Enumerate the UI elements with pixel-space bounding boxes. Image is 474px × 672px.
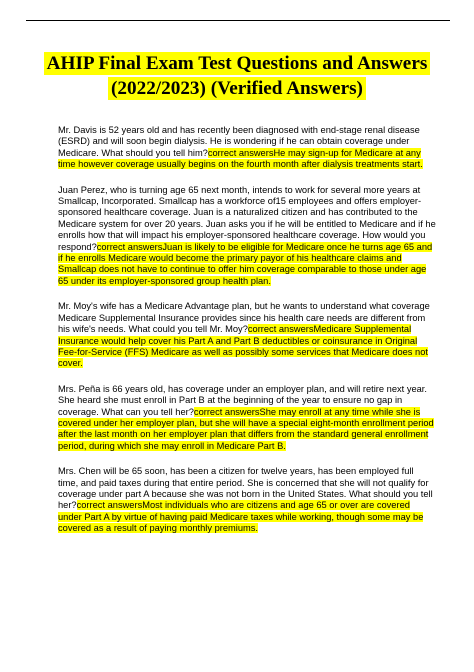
answer-highlight: correct answersMost individuals who are citizens and age 65 or over are covered under Part A by virtue of having paid Medicare taxes while working, though some may be covered as a result of paying monthly premiums. — [58, 500, 424, 534]
question-text: Mrs. Chen will be 65 soon, has been a citizen for twelve years, has been employed full time, and paid taxes during that entire period. She is concerned that she will not qualify for coverage under part A because she was not born in the United States. What should you tell her? — [58, 466, 433, 511]
answer-highlight: correct answersHe may sign-up for Medicare at any time however coverage usually begins on the fourth month after dialysis treatments start. — [58, 147, 423, 170]
qa-item-5 — [58, 466, 436, 534]
answer-highlight: correct answersShe may enroll at any time while she is covered under her employer plan, but she will have a special eight-month enrollment period after the last month on her employer plan that differs from the standard general enrollment period, during which she may enroll in Medicare Part B. — [58, 406, 434, 451]
qa-item-3 — [58, 301, 436, 369]
qa-item-4 — [58, 384, 436, 452]
question-text: Juan Perez, who is turning age 65 next month, intends to work for several more years at Smallcap, Incorporated. Smallcap has a workforce of15 employees and offers employer-sponsored healthcare coverage. Juan is a naturalized citizen and has contributed to the Medicare system for over 20 years. Juan asks you if he will be entitled to Medicare and if he enrolls how that will impact his employer-sponsored healthcare coverage. How would you respond? — [58, 184, 436, 252]
qa-item-2 — [58, 185, 436, 288]
document-title: AHIP Final Exam Test Questions and Answers (2022/2023) (Verified Answers) — [44, 52, 431, 100]
answer-highlight: correct answersMedicare Supplemental Insurance would help cover his Part A and Part B deductibles or coinsurance in Original Fee-for-Service (FFS) Medicare as well as possibly some services that Medicare does not cover. — [58, 324, 428, 369]
question-text: Mr. Moy's wife has a Medicare Advantage plan, but he wants to understand what coverage Medicare Supplemental Insurance provides since his health care needs are different from his wife's needs. What could you tell Mr. Moy? — [58, 301, 430, 335]
question-text: Mr. Davis is 52 years old and has recently been diagnosed with end-stage renal disease (ESRD) and will soon begin dialysis. He is wondering if he can obtain coverage under Medicare. What should you tell him? — [58, 125, 420, 158]
title-block — [0, 52, 474, 101]
qa-item-1 — [58, 125, 436, 171]
answer-highlight: correct answersJuan is likely to be eligible for Medicare once he turns age 65 and if he enrolls Medicare would become the primary payor of his healthcare claims and Smallcap does not have to continue to offer him coverage comparable to those under age 65 under its employer-sponsored group health plan. — [58, 241, 433, 286]
question-text: Mrs. Peña is 66 years old, has coverage under an employer plan, and will retire next year. She heard she must enroll in Part B at the beginning of the year to ensure no gap in coverage. What can you tell her? — [58, 383, 427, 417]
top-rule — [26, 20, 450, 21]
document-body — [58, 125, 436, 549]
